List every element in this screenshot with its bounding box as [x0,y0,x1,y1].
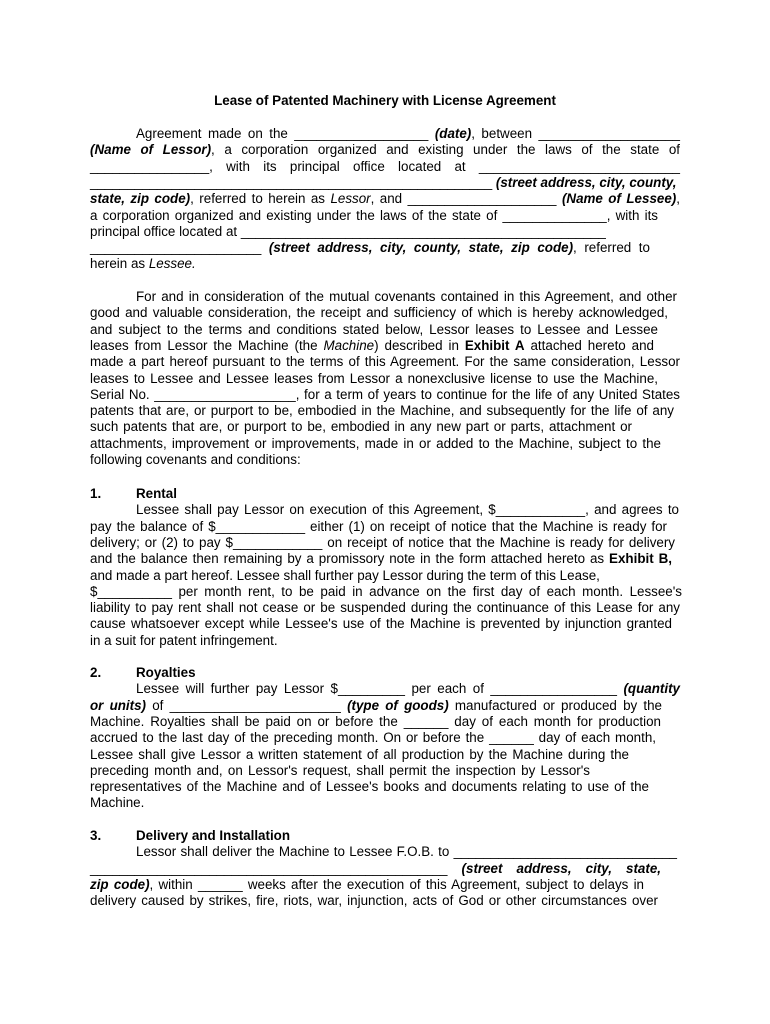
section-line: $__________ per month rent, to be paid in advance on the first day of each month. Lessee's [90,583,682,599]
section-line: delivery caused by strikes, fire, riots, war, injunction, acts of God or other circumstances over [90,893,658,909]
section-heading: Rental [136,486,177,501]
section-line: delivery; or (2) to pay $____________ on receipt of notice that the Machine is ready for delivery [90,534,675,550]
section-heading: Delivery and Installation [136,828,291,843]
consideration-line: following covenants and conditions: [90,452,301,467]
intro-line: (Name of Lessor), a corporation organized and existing under the laws of the state of [90,142,680,158]
section-line: zip code), within ______ weeks after the execution of this Agreement, subject to delays in [90,876,645,892]
section-line: Lessee shall give Lessor a written statement of all production by the Machine during the [90,746,629,762]
section-line: Lessee will further pay Lessor $_________ per each of _________________ (quantity [136,681,680,697]
section-line: Machine. [90,795,145,811]
document-title: Lease of Patented Machinery with License Agreement [214,93,556,108]
consideration-line: such patents that are, or purport to be, embodied in any new part or parts, attachment or [90,419,632,435]
consideration-line: Serial No. ___________________, for a term of years to continue for the life of any United States [90,386,681,402]
intro-line: state, zip code), referred to herein as Lessor, and ____________________ (Name of Lessee), [90,191,680,207]
intro-line: _______________________ (street address, city, county, state, zip code), referred to [90,240,650,256]
consideration-line: good and valuable consideration, the receipt and sufficiency of which is hereby acknowledged, [90,305,668,321]
section-line: Lessee shall pay Lessor on execution of this Agreement, $____________, and agrees to [136,502,679,518]
consideration-line: made a part hereof pursuant to the terms of this Agreement. For the same consideration, Lessor [90,354,680,370]
consideration-line: leases from Lessor the Machine (the Machine) described in Exhibit A attached hereto and [90,337,655,353]
section-line: accrued to the last day of the preceding month. On or before the ______ day of each month, [90,730,656,746]
section-line: in a suit for patent infringement. [90,632,278,648]
intro-line: a corporation organized and existing under the laws of the state of ______________, with its [90,207,658,223]
section-line: Machine. Royalties shall be paid on or before the ______ day of each month for production [90,713,661,729]
section-line: liability to pay rent shall not cease or be suspended during the continuance of this Lease for any [90,600,680,616]
consideration-line: patents that are, or purport to be, embodied in the Machine, and subsequently for the life of any [90,403,674,419]
section-line: Lessor shall deliver the Machine to Lessee F.O.B. to ______________________________ [136,844,677,860]
consideration-line: For and in consideration of the mutual covenants contained in this Agreement, and other [136,289,677,304]
intro-line: Agreement made on the __________________ (date), between ___________________ [136,126,680,141]
consideration-line: leases to Lessee and Lessee leases from Lessor a nonexclusive license to use the Machine, [90,370,658,386]
section-heading: Royalties [136,665,196,680]
section-line: or units) of _______________________ (type of goods) manufactured or produced by the [90,697,663,713]
section-line: cause whatsoever except while Lessee's use of the Machine is prevented by injunction granted [90,616,672,632]
section-number: 2. [90,665,102,680]
intro-line: ______________________________________________________ (street address, city, county, [90,174,677,190]
intro-line: herein as Lessee. [90,256,196,272]
intro-line: principal office located at _________________________________________________ [90,223,606,239]
section-line: representatives of the Machine and of Lessee's books and documents relating to use of the [90,779,649,795]
section-line: and the balance then remaining by a promissory note in the form attached hereto as Exhibit B, [90,551,673,567]
consideration-line: and subject to the terms and conditions stated below, Lessor leases to Lessee and Lessee [90,321,658,337]
section-line: and made a part hereof. Lessee shall further pay Lessor during the term of this Lease, [90,567,600,583]
section-line: pay the balance of $____________ either (1) on receipt of notice that the Machine is ready for [90,518,667,534]
section-number: 1. [90,486,102,501]
consideration-line: attachments, improvement or improvements, made in or added to the Machine, subject to the [90,435,661,451]
intro-line: ________________, with its principal office located at ___________________________ [90,158,680,174]
section-number: 3. [90,828,102,843]
section-line: ________________________________________________ (street address, city, state, [90,860,661,876]
section-line: preceding month and, on Lessor's request, shall permit the inspection by Lessor's [90,762,590,778]
